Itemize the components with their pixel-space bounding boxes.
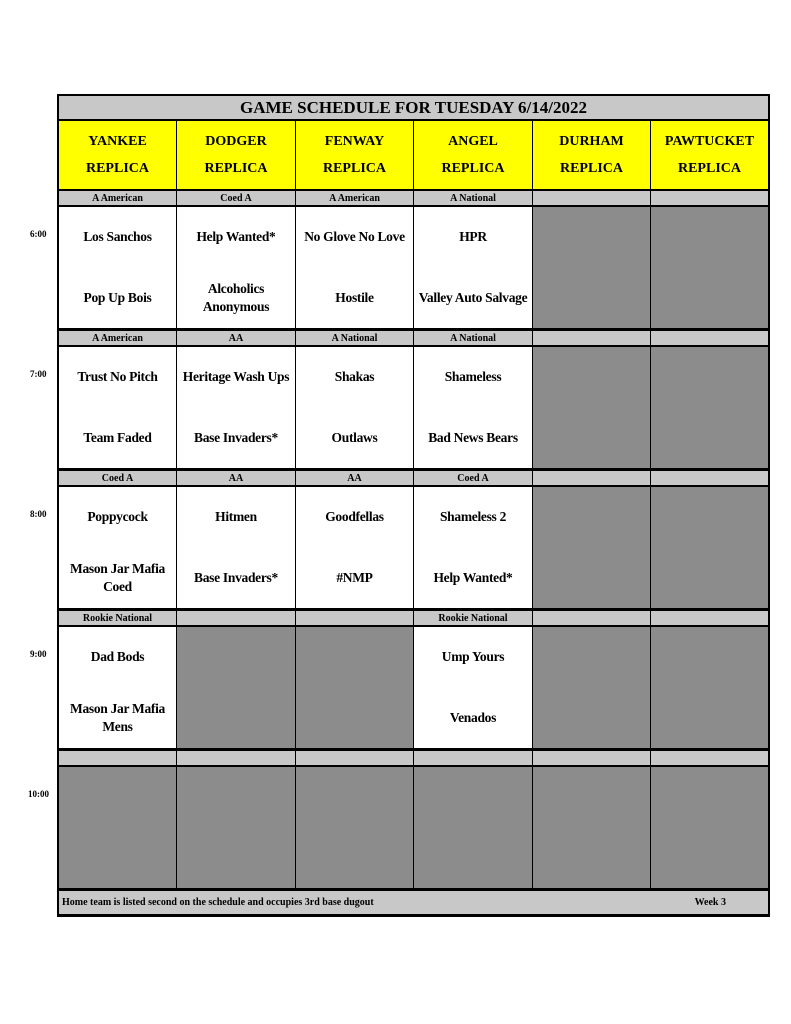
away-team: Goodfellas bbox=[325, 509, 384, 524]
away-team: Help Wanted* bbox=[196, 229, 276, 244]
division-label bbox=[177, 751, 295, 765]
game-cell bbox=[414, 487, 532, 608]
home-team: Mason Jar Mafia Coed bbox=[70, 561, 165, 594]
division-label bbox=[651, 751, 768, 765]
game-cell bbox=[296, 207, 413, 328]
game-cell bbox=[414, 627, 532, 748]
empty-slot bbox=[533, 767, 650, 888]
away-team: No Glove No Love bbox=[304, 229, 405, 244]
division-label: AA bbox=[177, 471, 295, 485]
game-cell bbox=[177, 347, 295, 468]
home-team: Team Faded bbox=[83, 430, 152, 445]
game-cell bbox=[177, 207, 295, 328]
week-label: Week 3 bbox=[694, 897, 726, 908]
division-label bbox=[414, 751, 532, 765]
away-team: Los Sanchos bbox=[83, 229, 152, 244]
division-label: AA bbox=[296, 471, 413, 485]
time-label: 10:00 bbox=[28, 789, 49, 799]
empty-slot bbox=[533, 627, 650, 748]
game-cell bbox=[59, 347, 176, 468]
empty-slot bbox=[533, 347, 650, 468]
home-team: Hostile bbox=[335, 290, 374, 305]
home-team: Help Wanted* bbox=[433, 570, 513, 585]
away-team: Poppycock bbox=[87, 509, 148, 524]
game-cell bbox=[59, 207, 176, 328]
away-team: Trust No Pitch bbox=[77, 369, 158, 384]
time-label: 8:00 bbox=[30, 509, 47, 519]
away-team: Shameless bbox=[444, 369, 502, 384]
game-cell bbox=[59, 487, 176, 608]
time-label: 7:00 bbox=[30, 369, 47, 379]
empty-slot bbox=[651, 767, 768, 888]
away-team: Ump Yours bbox=[441, 649, 505, 664]
venue-subtitle: REPLICA bbox=[85, 161, 149, 176]
home-team: Base Invaders* bbox=[194, 570, 278, 585]
home-team: Venados bbox=[449, 710, 497, 725]
away-team: Shameless 2 bbox=[439, 509, 507, 524]
venue-subtitle: REPLICA bbox=[559, 161, 623, 176]
empty-slot bbox=[651, 207, 768, 328]
home-team: Valley Auto Salvage bbox=[418, 290, 528, 305]
venue-name: DURHAM bbox=[559, 134, 624, 149]
venue-name: PAWTUCKET bbox=[664, 134, 755, 149]
away-team: HPR bbox=[459, 229, 487, 244]
division-label bbox=[651, 331, 768, 345]
venue-subtitle: REPLICA bbox=[204, 161, 268, 176]
away-team: Shakas bbox=[334, 369, 375, 384]
division-label: A National bbox=[414, 331, 532, 345]
footer-note-row bbox=[59, 891, 768, 914]
division-label bbox=[533, 751, 650, 765]
division-label: Rookie National bbox=[414, 611, 532, 625]
division-label: Coed A bbox=[177, 191, 295, 205]
division-label bbox=[296, 611, 413, 625]
division-label: A American bbox=[296, 191, 413, 205]
home-team: Mason Jar Mafia Mens bbox=[70, 701, 165, 734]
venue-header bbox=[296, 121, 413, 189]
home-team: Alcoholics Anonymous bbox=[202, 281, 270, 314]
venue-header bbox=[177, 121, 295, 189]
empty-slot bbox=[414, 767, 532, 888]
venue-header bbox=[651, 121, 768, 189]
home-team: #NMP bbox=[336, 570, 373, 585]
division-label bbox=[533, 191, 650, 205]
venue-name: FENWAY bbox=[324, 134, 385, 149]
venue-subtitle: REPLICA bbox=[441, 161, 505, 176]
venue-name: YANKEE bbox=[88, 134, 147, 149]
game-cell bbox=[59, 627, 176, 748]
division-label bbox=[651, 191, 768, 205]
time-label: 6:00 bbox=[30, 229, 47, 239]
game-cell bbox=[296, 347, 413, 468]
time-label: 9:00 bbox=[30, 649, 47, 659]
venue-header bbox=[59, 121, 176, 189]
empty-slot bbox=[177, 767, 295, 888]
schedule-title: GAME SCHEDULE FOR TUESDAY 6/14/2022 bbox=[59, 96, 768, 119]
venue-header bbox=[533, 121, 650, 189]
empty-slot bbox=[533, 207, 650, 328]
empty-slot bbox=[177, 627, 295, 748]
empty-slot bbox=[651, 347, 768, 468]
division-label bbox=[533, 611, 650, 625]
venue-name: ANGEL bbox=[448, 134, 498, 149]
empty-slot bbox=[59, 767, 176, 888]
division-label: Rookie National bbox=[59, 611, 176, 625]
game-cell bbox=[414, 347, 532, 468]
division-label: Coed A bbox=[414, 471, 532, 485]
empty-slot bbox=[651, 487, 768, 608]
venue-header bbox=[414, 121, 532, 189]
division-label bbox=[59, 751, 176, 765]
division-label: A American bbox=[59, 331, 176, 345]
venue-name: DODGER bbox=[205, 134, 267, 149]
away-team: Heritage Wash Ups bbox=[182, 369, 290, 384]
schedule-table bbox=[57, 94, 770, 917]
division-label: A American bbox=[59, 191, 176, 205]
division-label: A National bbox=[296, 331, 413, 345]
home-team: Pop Up Bois bbox=[83, 290, 152, 305]
venue-subtitle: REPLICA bbox=[322, 161, 386, 176]
home-team: Base Invaders* bbox=[194, 430, 278, 445]
empty-slot bbox=[651, 627, 768, 748]
division-label: A National bbox=[414, 191, 532, 205]
home-team: Bad News Bears bbox=[428, 430, 518, 445]
game-cell bbox=[177, 487, 295, 608]
venue-subtitle: REPLICA bbox=[677, 161, 741, 176]
footer-note: Home team is listed second on the schedule and occupies 3rd base dugout bbox=[62, 897, 374, 908]
empty-slot bbox=[533, 487, 650, 608]
division-label bbox=[177, 611, 295, 625]
game-cell bbox=[414, 207, 532, 328]
division-label: Coed A bbox=[59, 471, 176, 485]
division-label bbox=[533, 331, 650, 345]
empty-slot bbox=[296, 627, 413, 748]
division-label bbox=[296, 751, 413, 765]
division-label bbox=[651, 611, 768, 625]
home-team: Outlaws bbox=[331, 430, 378, 445]
away-team: Dad Bods bbox=[90, 649, 145, 664]
game-cell bbox=[296, 487, 413, 608]
division-label bbox=[651, 471, 768, 485]
division-label: AA bbox=[177, 331, 295, 345]
empty-slot bbox=[296, 767, 413, 888]
away-team: Hitmen bbox=[215, 509, 257, 524]
division-label bbox=[533, 471, 650, 485]
